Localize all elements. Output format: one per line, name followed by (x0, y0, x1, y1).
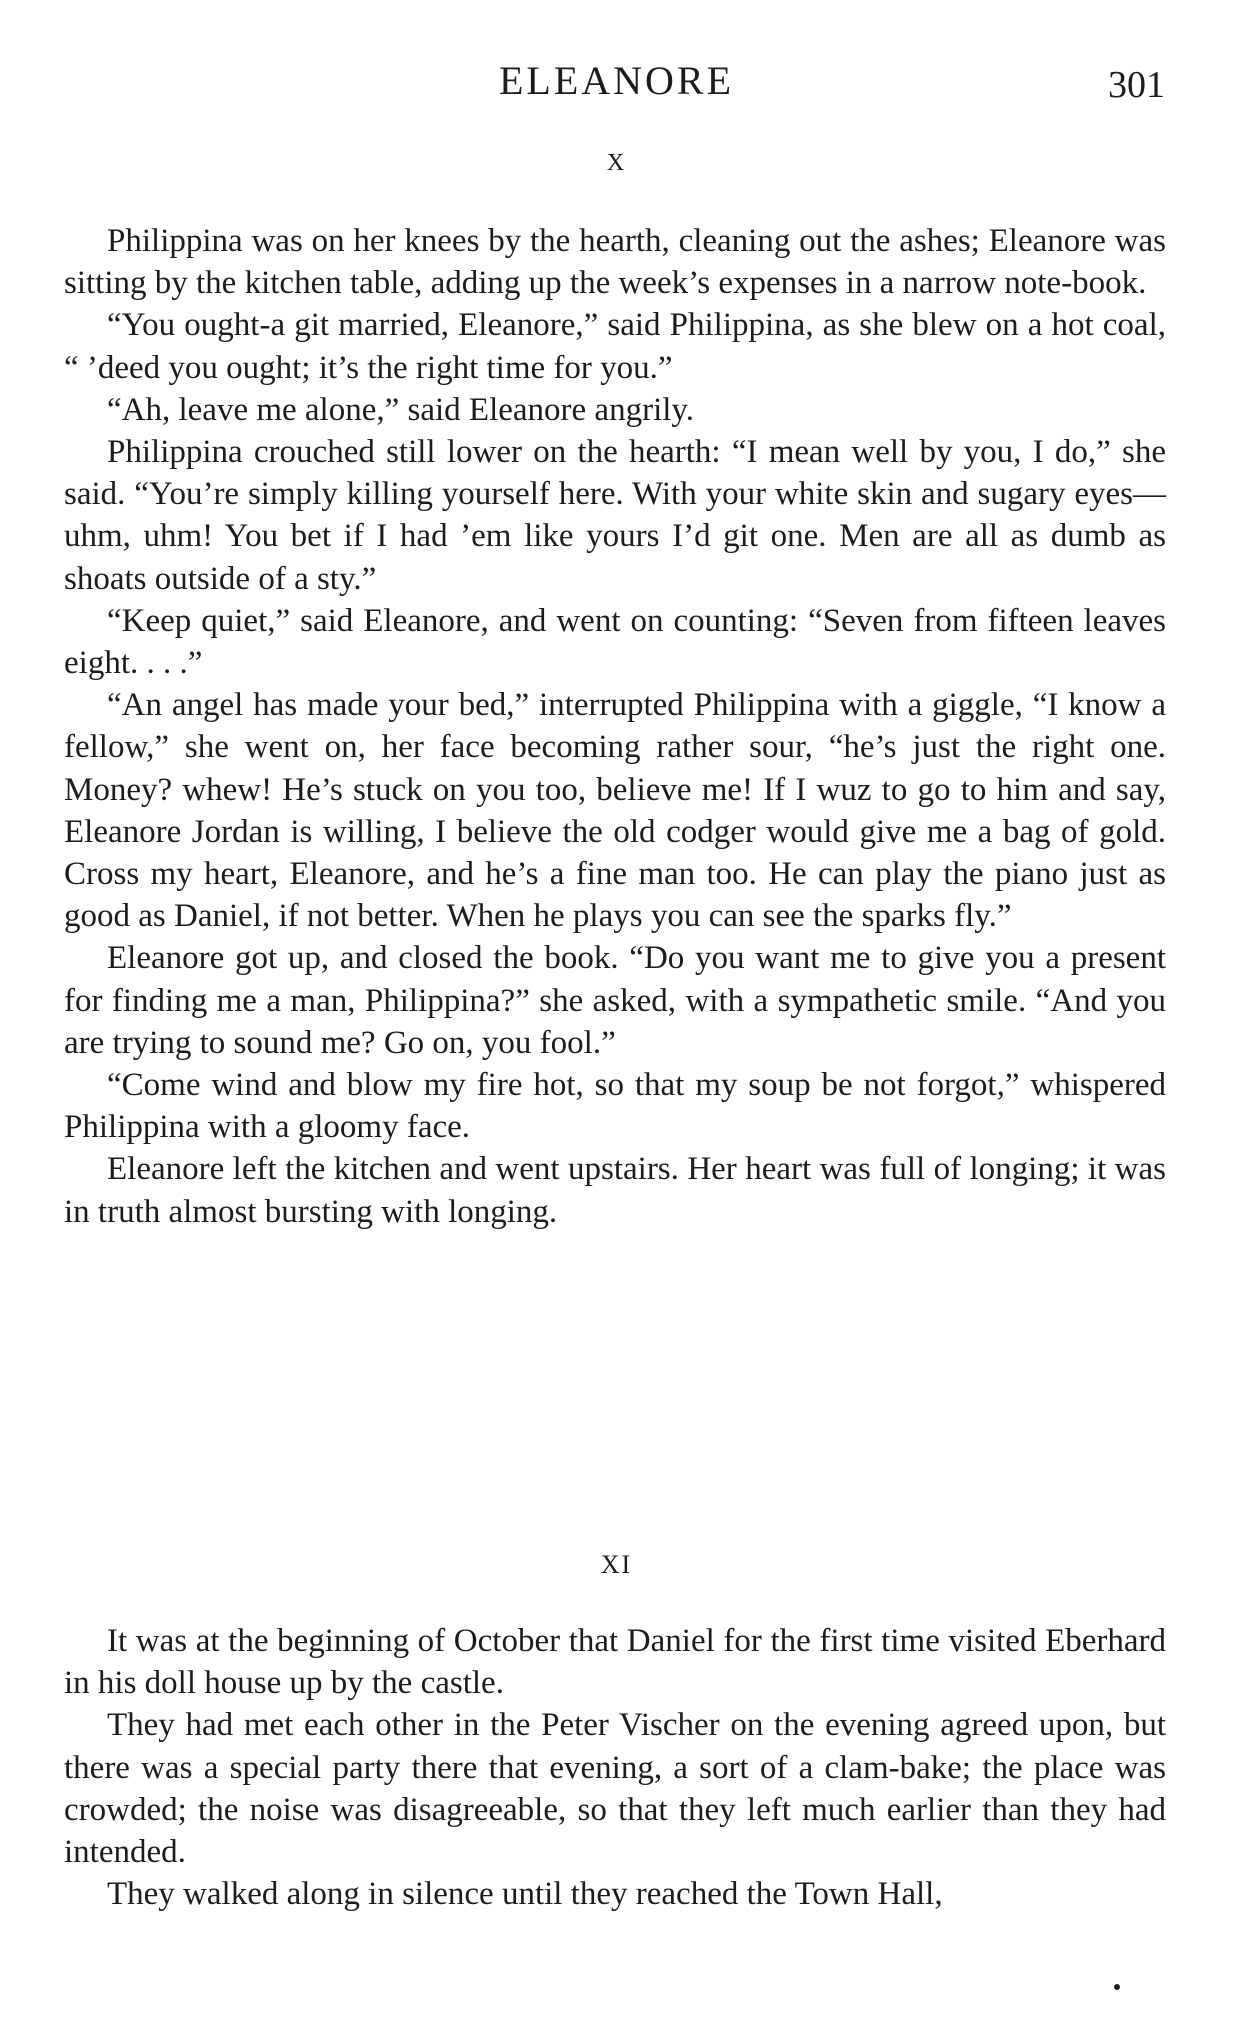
running-title: ELEANORE (498, 58, 735, 103)
page-number: 301 (1108, 64, 1165, 106)
paragraph: “An angel has made your bed,” interrupted Philippina with a giggle, “I know a fellow,” she went on, her face becoming rather sour, “he’s just the right one. Money? whew! He’s stuck on you too, believe me! If I wuz to go to him and say, Eleanore Jordan is willing, I believe the old codger would give me a bag of gold. Cross my heart, Eleanore, and he’s a fine man too. He can play the piano just as good as Daniel, if not better. When he plays you can see the sparks fly.” (64, 687, 1166, 935)
paragraph: Eleanore got up, and closed the book. “Do you want me to give you a present for finding me a man, Philippina?” she asked, with a sympathetic smile. “And you are trying to sound me? Go on, you fool.” (64, 940, 1166, 1061)
paragraph: They walked along in silence until they reached the Town Hall, (107, 1876, 943, 1913)
paragraph: “You ought-a git married, Eleanore,” said Philippina, as she blew on a hot coal, “ ’deed you ought; it’s the right time for you.” (64, 307, 1166, 386)
paragraph: It was at the beginning of October that Daniel for the first time visited Eberhard in his doll house up by the castle. (64, 1623, 1166, 1702)
paragraph: Philippina crouched still lower on the hearth: “I mean well by you, I do,” she said. “You’re simply killing yourself here. With your white skin and sugary eyes—uhm, uhm! You bet if I had ’em like yours I’d git one. Men are all as dumb as shoats outside of a sty.” (64, 434, 1166, 597)
section-heading-x: X (606, 150, 627, 176)
page-mark-dot (1114, 1984, 1120, 1990)
paragraph: “Come wind and blow my fire hot, so that my soup be not forgot,” whispered Philippina with a gloomy face. (64, 1067, 1166, 1146)
paragraph: “Ah, leave me alone,” said Eleanore angrily. (107, 391, 695, 428)
section-x-text (64, 220, 1166, 1233)
paragraph: They had met each other in the Peter Vischer on the evening agreed upon, but there was a special party there that evening, a sort of a clam-bake; the place was crowded; the noise was disagreeable, so that they left much earlier than they had intended. (64, 1707, 1166, 1871)
paragraph: Eleanore left the kitchen and went upstairs. Her heart was full of longing; it was in truth almost bursting with longing. (64, 1151, 1166, 1230)
running-head (0, 56, 1233, 106)
section-heading-xi: XI (600, 1550, 633, 1579)
paragraph: “Keep quiet,” said Eleanore, and went on counting: “Seven from fifteen leaves eight. . . .” (64, 602, 1166, 682)
section-xi-text (64, 1620, 1166, 1915)
paragraph: Philippina was on her knees by the hearth, cleaning out the ashes; Eleanore was sitting by the kitchen table, adding up the week’s expenses in a narrow note-book. (64, 223, 1166, 302)
